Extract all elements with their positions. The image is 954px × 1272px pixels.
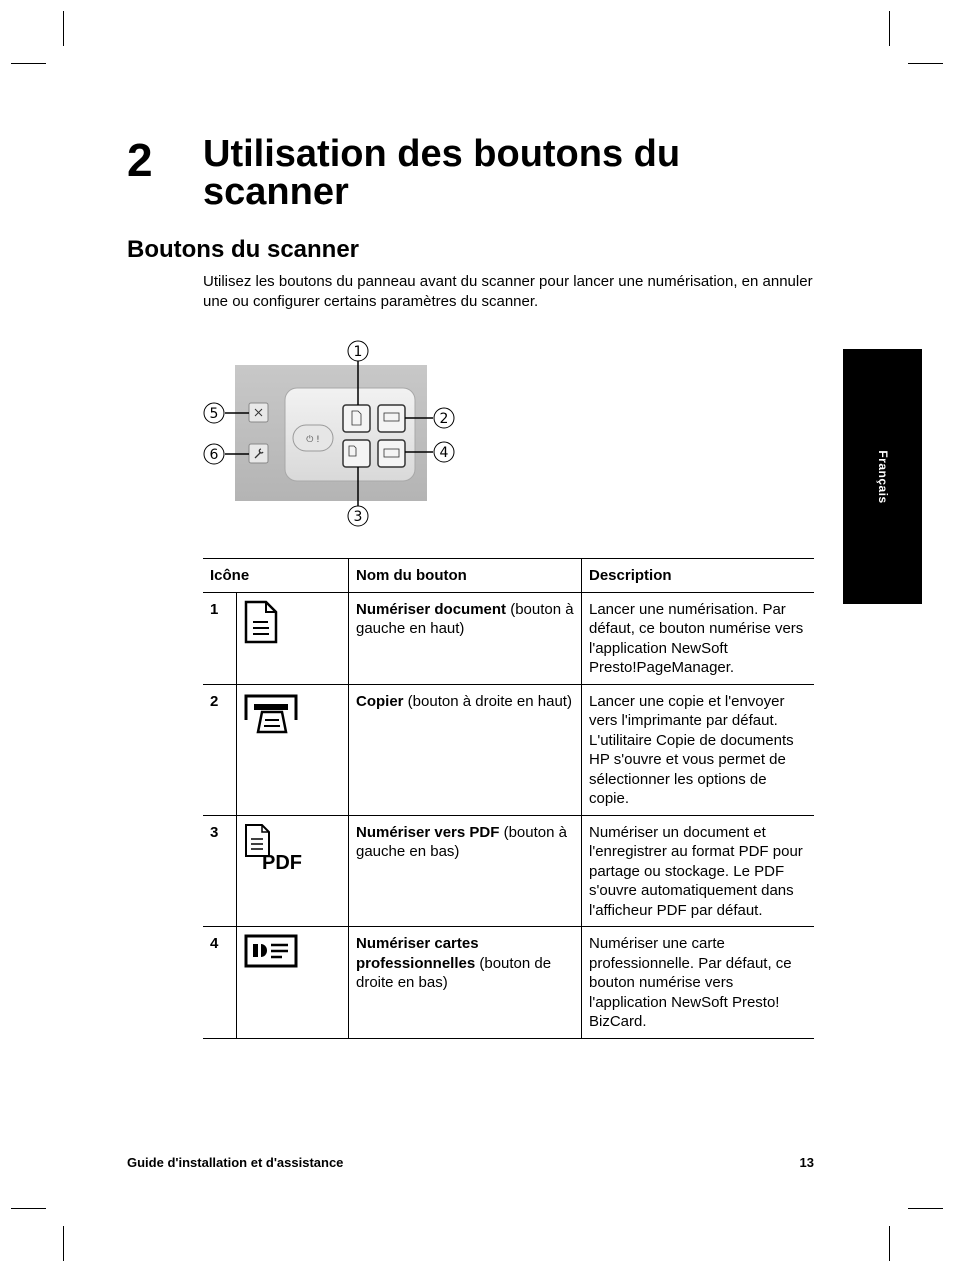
row-number: 3: [203, 815, 237, 927]
intro-paragraph: Utilisez les boutons du panneau avant du scanner pour lancer une numérisation, en annuler une ou configurer certains paramètres du scanner.: [203, 273, 813, 310]
button-description: Lancer une copie et l'envoyer vers l'imprimante par défaut. L'utilitaire Copie de documents HP s'ouvre et vous permet de sélectionner les options de copie.: [582, 684, 815, 815]
crop-mark: [908, 1208, 943, 1209]
scanner-panel-figure: [200, 336, 465, 531]
row-number: 4: [203, 927, 237, 1039]
copy-icon: [244, 692, 298, 736]
callout-1: 1: [353, 344, 363, 360]
crop-mark: [889, 11, 890, 46]
crop-mark: [63, 11, 64, 46]
scan-to-pdf-button: [343, 440, 370, 467]
header-description: Description: [582, 559, 815, 593]
language-label: Français: [876, 450, 890, 504]
table-row: [203, 684, 814, 815]
scan-to-pdf-icon: [244, 823, 304, 873]
button-position: (bouton à gauche en bas): [356, 823, 567, 860]
business-card-button: [378, 440, 405, 467]
header-name: Nom du bouton: [349, 559, 582, 593]
table-row: [203, 927, 814, 1039]
header-icon: Icône: [203, 559, 349, 593]
section-title: Boutons du scanner: [127, 236, 360, 263]
callout-4: 4: [439, 445, 449, 461]
button-name: Numériser cartes professionnelles: [356, 935, 479, 972]
callout-6: 6: [209, 447, 219, 463]
crop-mark: [889, 1226, 890, 1261]
chapter-title: Utilisation des boutons du scanner: [203, 133, 681, 213]
table-row: [203, 592, 814, 684]
crop-mark: [908, 63, 943, 64]
button-name: Numériser document: [356, 600, 507, 618]
scan-document-button: [343, 405, 370, 432]
crop-mark: [11, 1208, 46, 1209]
business-card-icon: [244, 934, 298, 968]
table-row: [203, 815, 814, 927]
language-side-tab: [843, 349, 922, 604]
buttons-table: [203, 558, 814, 1039]
pdf-label: PDF: [262, 851, 302, 873]
callout-5: 5: [209, 406, 219, 422]
chapter-number: 2: [127, 134, 153, 186]
button-name: Copier: [356, 692, 404, 710]
row-number: 2: [203, 684, 237, 815]
button-position: (bouton à gauche en haut): [356, 600, 574, 637]
power-button-symbols: ⏻ !: [306, 435, 320, 445]
crop-mark: [63, 1226, 64, 1261]
button-name: Numériser vers PDF: [356, 823, 500, 841]
callout-2: 2: [439, 411, 449, 427]
crop-mark: [11, 63, 46, 64]
button-position: (bouton à droite en haut): [403, 692, 572, 710]
row-number: 1: [203, 592, 237, 684]
button-description: Numériser une carte professionnelle. Par défaut, ce bouton numérise vers l'application NewSoft Presto! BizCard.: [582, 927, 815, 1039]
scan-document-icon: [244, 600, 278, 644]
button-description: Lancer une numérisation. Par défaut, ce bouton numérise vers l'application NewSoft Presto!PageManager.: [582, 592, 815, 684]
button-description: Numériser un document et l'enregistrer au format PDF pour partage ou stockage. Le PDF s'ouvre automatiquement dans l'afficheur PDF par défaut.: [582, 815, 815, 927]
callout-3: 3: [353, 509, 363, 525]
footer-title: Guide d'installation et d'assistance: [127, 1155, 344, 1170]
tools-button: [249, 444, 268, 463]
page-number: 13: [799, 1155, 814, 1170]
copy-button: [378, 405, 405, 432]
button-position: (bouton de droite en bas): [356, 954, 552, 991]
